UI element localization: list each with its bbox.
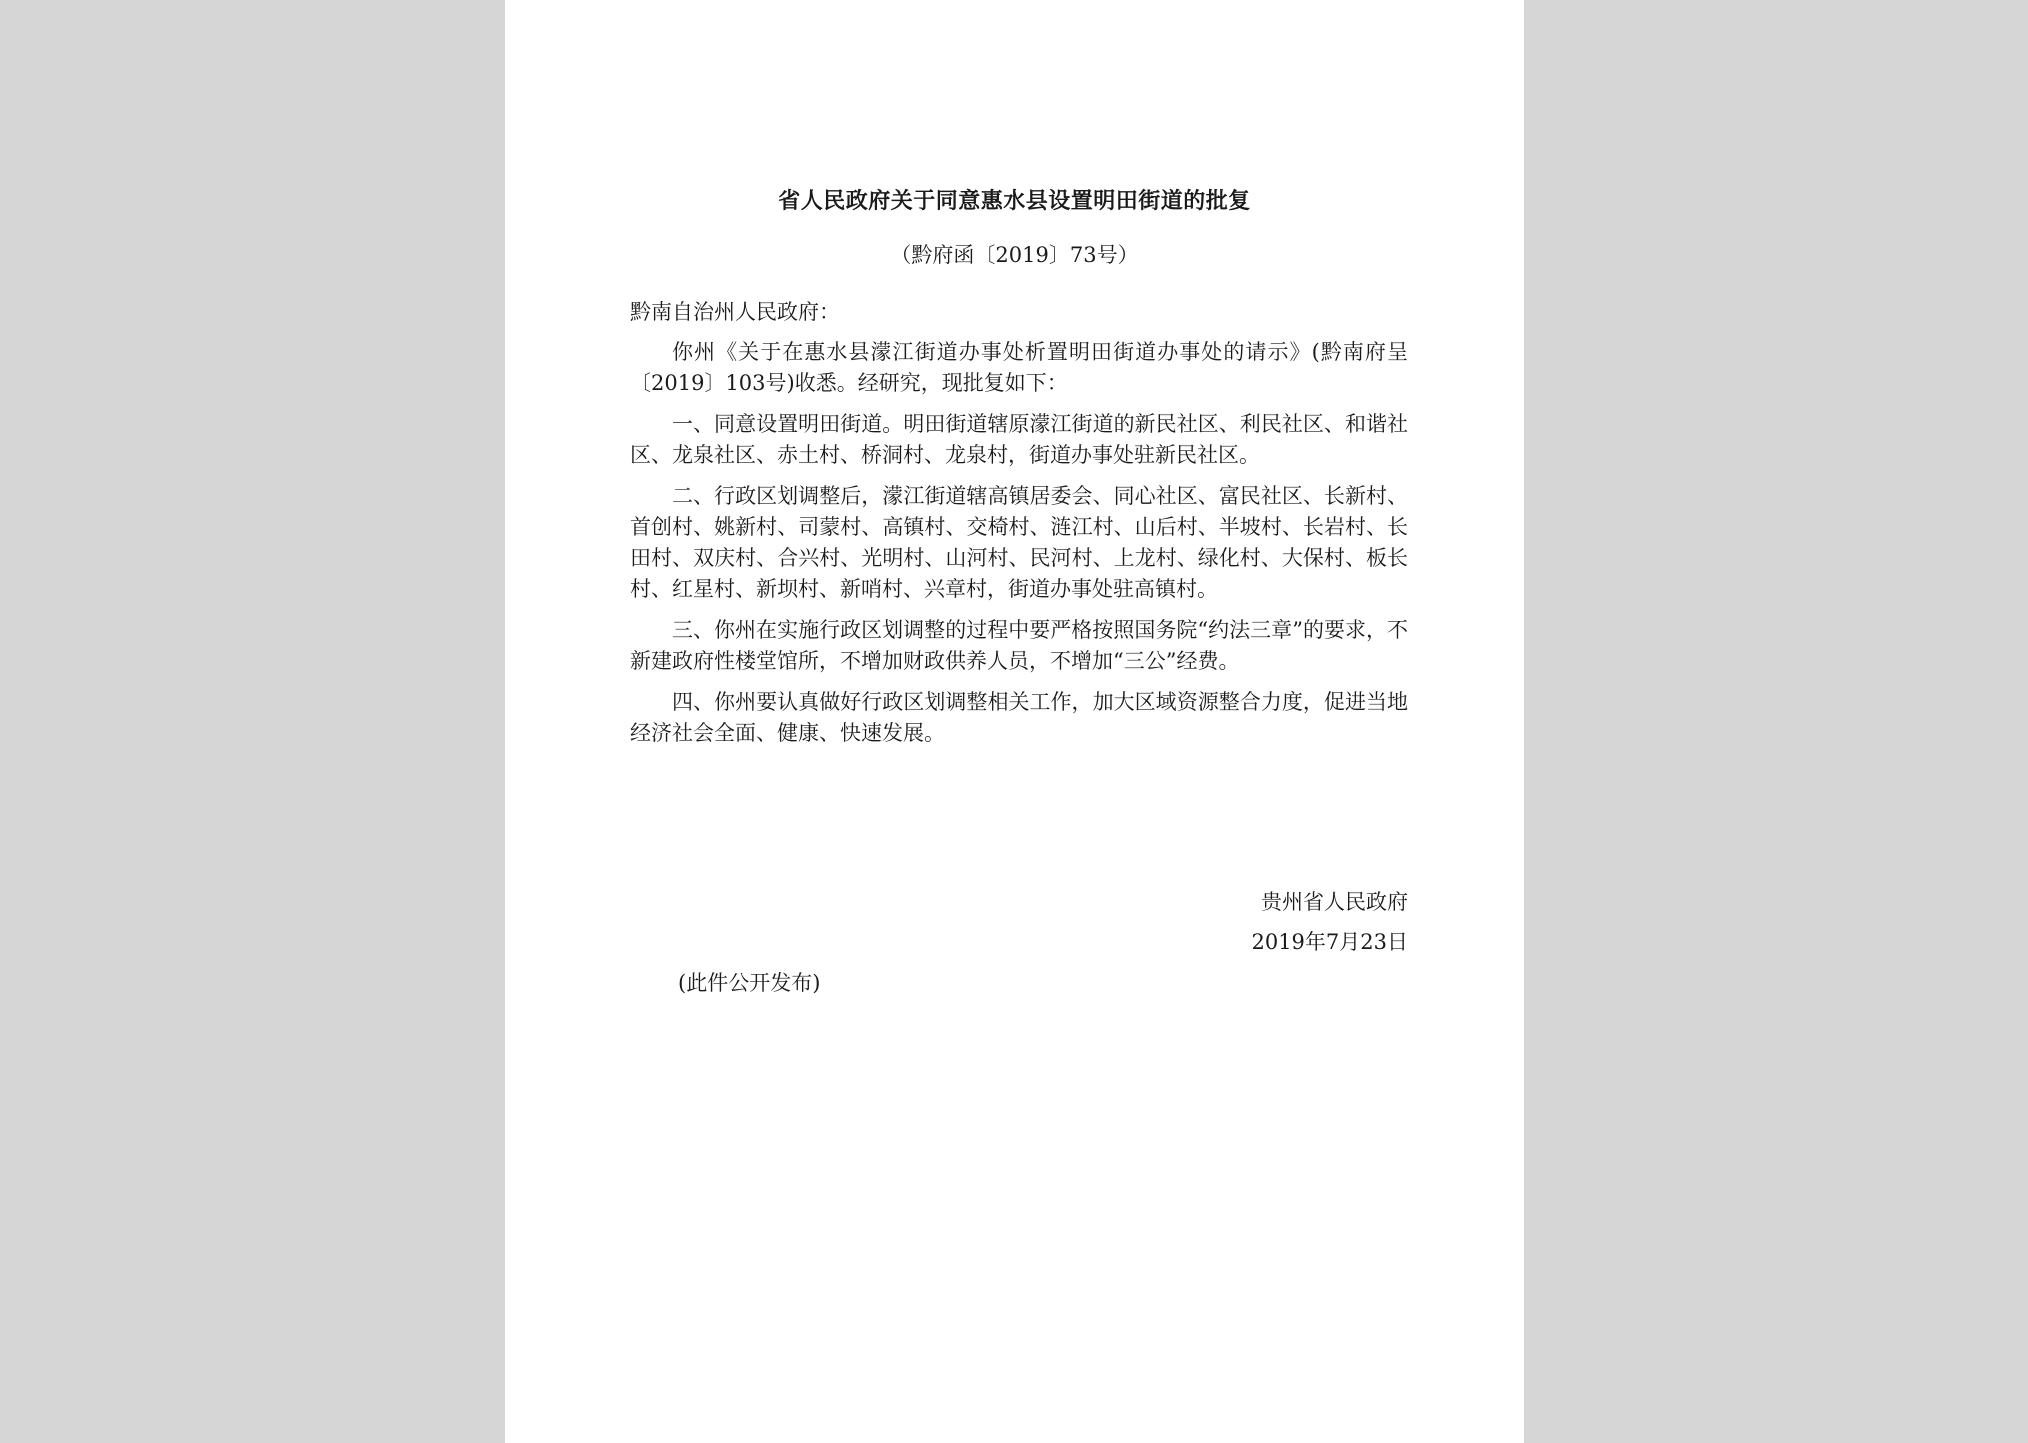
paragraph: 你州《关于在惠水县濛江街道办事处析置明田街道办事处的请示》(黔南府呈〔2019〕103号)收悉。经研究，现批复如下： [630,340,1408,395]
paragraph: 三、你州在实施行政区划调整的过程中要严格按照国务院“约法三章”的要求，不新建政府性楼堂馆所，不增加财政供养人员，不增加“三公”经费。 [630,618,1408,673]
document-page [505,0,1524,1443]
document-number: （黔府函〔2019〕73号） [890,243,1139,267]
document-title: 省人民政府关于同意惠水县设置明田街道的批复 [778,188,1251,214]
paragraph: 一、同意设置明田街道。明田街道辖原濛江街道的新民社区、利民社区、和谐社区、龙泉社区、赤土村、桥洞村、龙泉村，街道办事处驻新民社区。 [630,412,1408,467]
paragraph: 二、行政区划调整后，濛江街道辖高镇居委会、同心社区、富民社区、长新村、首创村、姚新村、司蒙村、高镇村、交椅村、涟江村、山后村、半坡村、长岩村、长田村、双庆村、合兴村、光明村、山河村、民河村、上龙村、绿化村、大保村、板长村、红星村、新坝村、新哨村、兴章村，街道办事处驻高镇村。 [630,484,1408,601]
publication-note: (此件公开发布) [678,971,821,995]
paragraph: 四、你州要认真做好行政区划调整相关工作，加大区域资源整合力度，促进当地经济社会全面、健康、快速发展。 [630,690,1408,745]
salutation: 黔南自治州人民政府： [630,300,840,324]
issuer-signature: 贵州省人民政府 [1261,890,1408,914]
issue-date: 2019年7月23日 [1251,930,1408,954]
document-body [630,297,1408,759]
